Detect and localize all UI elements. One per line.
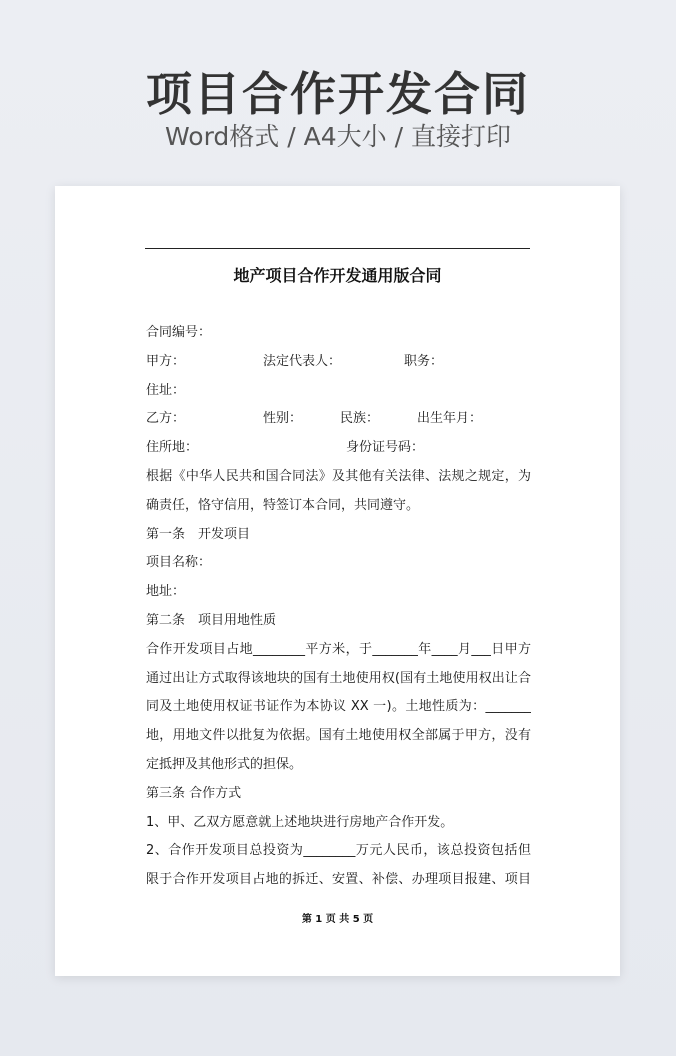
- article-2-line-5: 定抵押及其他形式的担保。: [146, 756, 303, 772]
- party-b-line: [146, 405, 531, 434]
- article-2-line-1: 合作开发项目占地________平方米，于_______年____月___日甲方: [146, 641, 531, 657]
- article-3-heading: 第三条 合作方式: [146, 785, 242, 801]
- preamble-line-2: 确责任，恪守信用，特签订本合同，共同遵守。: [146, 497, 420, 513]
- article-3-item-2-line-1: 2、合作开发项目总投资为________万元人民币，该总投资包括但: [146, 843, 531, 859]
- document-title: 地产项目合作开发通用版合同: [233, 266, 442, 285]
- position-label: 职务：: [404, 353, 444, 369]
- party-b-label: 乙方：: [146, 411, 186, 427]
- ethnicity-label: 民族：: [340, 411, 380, 427]
- project-name-label: 项目名称：: [146, 555, 212, 571]
- article-3-item-1: 1、甲、乙双方愿意就上述地块进行房地产合作开发。: [146, 814, 454, 830]
- article-2-line-3: 同及土地使用权证书证作为本协议 XX 一)。土地性质为：_______: [146, 699, 531, 715]
- preamble-line-1: 根据《中华人民共和国合同法》及其他有关法律、法规之规定，为: [146, 468, 531, 484]
- project-location-label: 地址：: [146, 584, 186, 600]
- page-number-footer: 第 1 页 共 5 页: [301, 914, 374, 925]
- residence-label: 住所地：: [146, 440, 199, 456]
- residence-line: [146, 434, 531, 463]
- contract-number-label: 合同编号：: [146, 325, 212, 340]
- banner-title: 项目合作开发合同: [146, 67, 530, 121]
- article-2-heading: 第二条 项目用地性质: [146, 612, 277, 628]
- banner-subtitle: Word格式 / A4大小 / 直接打印: [165, 122, 511, 151]
- id-number-label: 身份证号码：: [346, 440, 425, 456]
- contract-number-line: [146, 319, 531, 348]
- article-3-item-2-line-2: 限于合作开发项目占地的拆迁、安置、补偿、办理项目报建、项目: [146, 872, 531, 888]
- party-a-line: [146, 348, 531, 377]
- address-line: [146, 377, 531, 406]
- party-a-label: 甲方：: [146, 353, 186, 369]
- gender-label: 性别：: [263, 411, 303, 427]
- header-rule: [145, 248, 530, 249]
- document-page: [55, 186, 620, 976]
- article-2-line-2: 通过出让方式取得该地块的国有土地使用权(国有土地使用权出让合: [146, 670, 531, 686]
- article-2-line-4: 地，用地文件以批复为依据。国有土地使用权全部属于甲方，没有: [146, 728, 531, 744]
- address-label: 住址：: [146, 382, 186, 398]
- document-body: [146, 319, 531, 895]
- article-1-heading: 第一条 开发项目: [146, 526, 251, 542]
- legal-rep-label: 法定代表人：: [263, 353, 342, 369]
- birth-date-label: 出生年月：: [417, 411, 483, 427]
